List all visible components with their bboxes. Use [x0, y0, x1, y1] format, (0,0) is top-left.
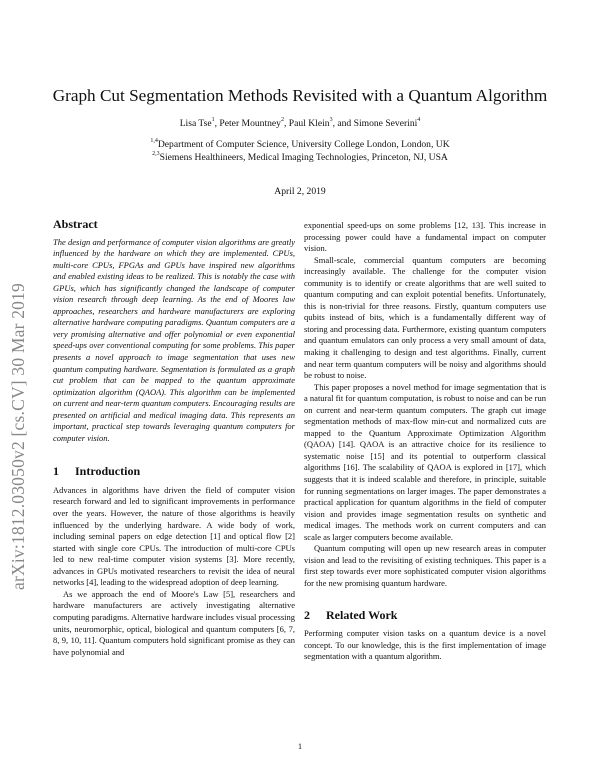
section-number: 2	[304, 607, 310, 622]
abstract-text: The design and performance of computer vision algorithms are greatly influenced by the hardware on which they are implemented. CPUs, multi-core CPUs, FPGAs and GPUs have inspired new algorithms and enabled existing ideas to be realized. This is notably the case with GPUs, which has significantly changed the landscape of computer vision research through deep learning. As the end of Moores law approaches, researchers and hardware manufacturers are exploring alternative hardware computing paradigms. Quantum computers are a very promising alternative and offer polynomial or even exponential speed-ups over conventional computing for some problems. This paper presents a novel approach to image segmentation that uses new quantum computing hardware. Segmentation is formulated as a graph cut problem that can be mapped to the quantum approximate optimization algorithm (QAOA). This algorithm can be implemented on current and near-term quantum computers. Encouraging results are presented on artificial and medical imaging data. This represents an important, practical step towards leveraging quantum computers for computer vision.	[53, 236, 295, 443]
left-column	[53, 219, 295, 658]
author-sup: 3	[329, 117, 333, 123]
paragraph: Advances in algorithms have driven the field of computer vision research forward and led to significant improvements in performance over the years. However, the nature of those algorithms is heavily influenced by the underlying hardware. A wide body of work, including seminal papers on edge detection [1] and optical flow [2] started with single core CPUs. The introduction of multi-core CPUs led to new real-time computer vision systems [3]. More recently, advances in GPUs motivated researchers to revisit the idea of neural networks [4], leading to the widespread adoption of deep learning.	[53, 484, 295, 588]
right-column	[304, 220, 546, 663]
author: Paul Klein	[288, 118, 330, 129]
affiliation-sup: 1,4	[150, 138, 158, 144]
author-sup: 1	[211, 117, 215, 123]
page-number: 1	[297, 741, 303, 751]
section-number: 1	[53, 464, 59, 479]
author-sup: 2	[280, 117, 284, 123]
section-title: Related Work	[326, 607, 398, 622]
affiliation-text: Department of Computer Science, University College London, London, UK	[157, 139, 450, 150]
arxiv-stamp: arXiv:1812.03050v2 [cs.CV] 30 Mar 2019	[8, 282, 28, 590]
paragraph: exponential speed-ups on some problems [12, 13]. This increase in processing power could have a fundamental impact on computer vision.	[304, 220, 546, 254]
paragraph: Quantum computing will open up new research areas in computer vision and lead to the revisiting of existing techniques. This paper is a first step towards ever more sophisticated computer vision algorithms for the new promising quantum hardware.	[304, 543, 546, 588]
paper-title: Graph Cut Segmentation Methods Revisited with a Quantum Algorithm	[52, 86, 548, 105]
affiliation-text: Siemens Healthineers, Medical Imaging Technologies, Princeton, NJ, USA	[159, 152, 448, 163]
affiliation-sup: 2,3	[152, 151, 160, 157]
affiliation	[0, 152, 600, 163]
section-heading-introduction	[53, 466, 295, 478]
abstract-heading: Abstract	[53, 217, 98, 231]
paragraph: As we approach the end of Moore's Law [5], researchers and hardware manufacturers are actively investigating alternative computing paradigms. Alternative hardware includes visual processing units, neuromorphic, optical, biological and quantum computers [6, 7, 8, 9, 10, 11]. Quantum computers hold significant promise as they can have polynomial and	[53, 588, 295, 657]
author: and Simone Severini	[337, 118, 418, 129]
author: Peter Mountney	[219, 118, 281, 129]
paragraph: Performing computer vision tasks on a quantum device is a novel concept. To our knowledge, this is the first implementation of image segmentation with a quantum algorithm.	[304, 628, 546, 662]
paragraph: Small-scale, commercial quantum computers are becoming increasingly available. The challenge for the computer vision community is to identify or create algorithms that are well suited to quantum computing and can exploit potential benefits. Unfortunately, this is non-trivial for three reasons. Firstly, quantum computers use qubits instead of bits, which is a fundamentally different way of storing and processing data. Furthermore, existing quantum computers and quantum emulators can only process a very small amount of data, making it challenging to design and test algorithms. Finally, current and near term quantum computers will be noisy and algorithms should be robust to noise.	[304, 254, 546, 381]
section-title: Introduction	[75, 464, 141, 479]
author-sup: 4	[417, 117, 421, 123]
author: Lisa Tse	[179, 118, 212, 129]
section-heading-related-work	[304, 607, 546, 622]
paper-date: April 2, 2019	[274, 186, 326, 197]
author-list: Lisa Tse$^1$, Peter Mountney$^2$, Paul Klein$^3$, and Simone Severini$^4$	[179, 117, 421, 129]
affiliation	[0, 139, 600, 150]
paragraph: This paper proposes a novel method for image segmentation that is a natural fit for quantum computation, is robust to noise and can be run on current and near-term quantum computers. The graph cut image segmentation methods of max-flow min-cut and normalized cuts are mapped to the Quantum Approximate Optimization Algorithm (QAOA) [14]. QAOA is an attractive choice for its resilience to systematic noise [15] and its potential to outperform classical algorithms [16]. The scalability of QAOA is explored in [17], which suggests that it is indeed scalable and therefore, in principle, suitable for running segmentations on larger images. The paper demonstrates a practical application for quantum algorithms in the field of computer vision and provides image segmentation results on synthetic and medical images. The methods work on current computers and can scale as larger computers become available.	[304, 381, 546, 542]
